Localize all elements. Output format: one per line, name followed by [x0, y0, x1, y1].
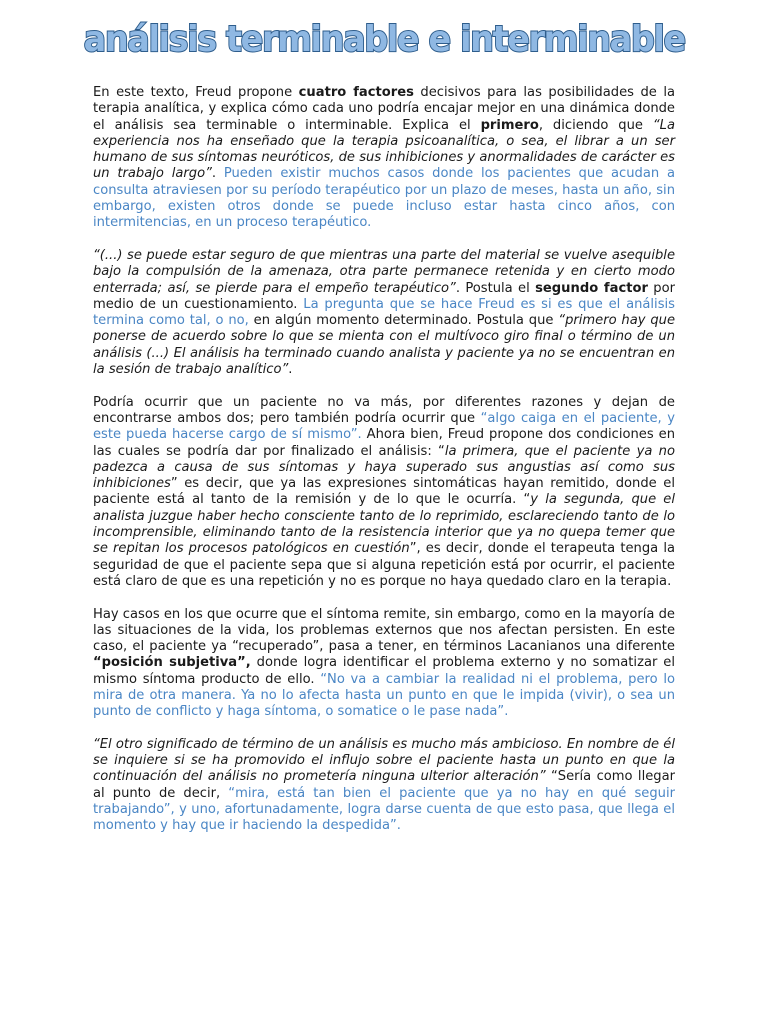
text-run: “Sería como llegar al punto de decir,: [93, 769, 675, 801]
text-run: donde logra identificar el problema externo y no somatizar el mismo síntoma producto de ello.: [93, 655, 675, 687]
bold-text: cuatro factores: [298, 85, 414, 100]
text-run: Podría ocurrir que un paciente no va más, por diferentes razones y dejan de encontrarse ambos dos; pero también podría ocurrir que: [93, 394, 675, 426]
text-run: .: [288, 362, 293, 378]
paragraph-5: [93, 737, 675, 835]
italic-quote: la primera, que el paciente ya no padezca a causa de sus síntomas y haya superado sus angustias así como sus inhibiciones: [93, 443, 675, 492]
blue-highlight: “No va a cambiar la realidad ni el problema, pero lo mira de otra manera. Ya no lo afecta hasta un punto en que le impida (vivir), o sea un punto de conflicto y haga síntoma, o somatice o le pase nada”.: [93, 671, 675, 720]
blue-highlight: “algo caiga en el paciente, y este pueda hacerse cargo de sí mismo”.: [93, 410, 675, 443]
bold-text: segundo factor: [535, 280, 648, 296]
document-body: [93, 85, 675, 851]
text-run: Hay casos en los que ocurre que el síntoma remite, sin embargo, como en la mayoría de las situaciones de la vida, los problemas externos que nos afectan persisten. En este caso, el paciente ya “recuperado”, pasa a tener, en términos Lacanianos una diferente: [93, 606, 675, 655]
blue-highlight: La pregunta que se hace Freud es si es que el análisis termina como tal, o no,: [93, 296, 675, 329]
paragraph-2: [93, 248, 675, 378]
paragraph-1: [93, 85, 675, 232]
title-banner: [0, 14, 768, 66]
text-run: por medio de un cuestionamiento.: [93, 280, 676, 312]
blue-highlight: “mira, está tan bien el paciente que ya no hay en qué seguir trabajando”: [93, 785, 675, 818]
text-run: .: [211, 166, 224, 182]
text-run: En este texto, Freud propone: [93, 85, 299, 100]
text-run: . Postula el: [455, 280, 536, 296]
text-run: , diciendo que: [538, 117, 653, 133]
text-run: en algún momento determinado. Postula que: [248, 313, 559, 329]
italic-quote: “primero hay que ponerse de acuerdo sobre lo que se mienta con el multívoco giro final o término de un análisis (...) El análisis ha terminado cuando analista y paciente ya no se encuentran en la sesión de trabajo analítico”: [93, 313, 676, 378]
blue-highlight: , y uno, afortunadamente, logra darse cuenta de que esto pasa, que llega el momento y hay que ir haciendo la despedida”.: [93, 802, 675, 834]
italic-quote: “(...) se puede estar seguro de que mientras una parte del material se vuelve asequible bajo la compulsión de la amenaza, otra parte permanece retenida y en cierto modo enterrada; así, se pierde para el empeño terapéutico”: [93, 247, 675, 296]
text-run: ”, es decir, donde el terapeuta tenga la seguridad de que el paciente sepa que si alguna repetición está por ocurrir, el paciente está claro de que es una repetición y no es porque no haya quedado claro en la terapia.: [93, 541, 675, 589]
paragraph-3: [93, 395, 675, 591]
text-run: decisivos para las posibilidades de la terapia analítica, y explica cómo cada uno podría encajar mejor en una dinámica donde el análisis sea terminable o interminable. Explica el: [93, 85, 675, 133]
paragraph-4: [93, 607, 675, 721]
text-run: ” es decir, que ya las expresiones sintomáticas hayan remitido, donde el paciente está al tanto de la remisión y de lo que le ocurría. “: [93, 476, 675, 508]
bold-text: “posición subjetiva”,: [93, 655, 251, 671]
italic-quote: y la segunda, que el analista juzgue haber hecho consciente tanto de lo reprimido, esclareciendo tanto de lo incomprensible, eliminando tanto de la resistencia interior que ya no quepa temer que se repitan los procesos patológicos en cuestión: [93, 492, 675, 557]
italic-quote: “El otro significado de término de un análisis es mucho más ambicioso. En nombre de él se inquiere si se ha promovido el influjo sobre el paciente hasta un punto en que la continuación del análisis no prometería ninguna ulterior alteración”: [93, 736, 675, 785]
page-title: análisis terminable e interminable: [83, 19, 685, 60]
text-run: Ahora bien, Freud propone dos condiciones en las cuales se podría dar por finalizado el análisis: “: [93, 427, 675, 459]
italic-quote: “La experiencia nos ha enseñado que la terapia psicoanalítica, o sea, el librar a un ser humano de sus síntomas neuróticos, de sus inhibiciones y anormalidades de carácter es un trabajo largo”: [93, 117, 675, 182]
blue-highlight: Pueden existir muchos casos donde los pacientes que acudan a consulta atraviesen por su período terapéutico por un plazo de meses, hasta un año, sin embargo, existen otros donde se puede incluso estar hasta cinco años, con intermitencias, en un proceso terapéutico.: [93, 166, 675, 231]
bold-text: primero: [480, 117, 539, 133]
